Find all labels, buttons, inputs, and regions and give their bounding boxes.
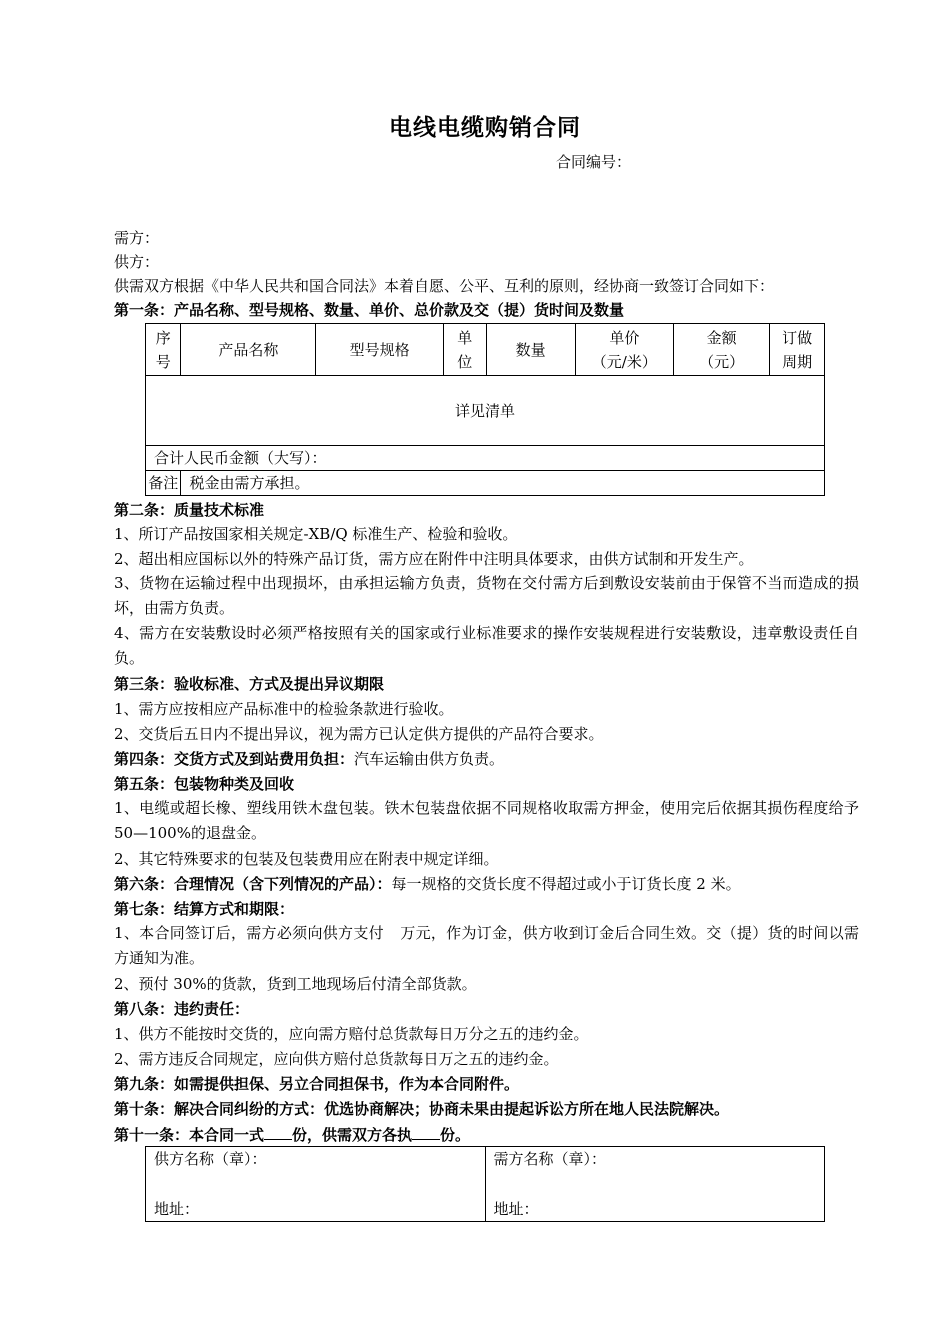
intro-text: 供需双方根据《中华人民共和国合同法》本着自愿、公平、互利的原则，经协商一致签订合同如下：: [114, 277, 775, 295]
detail-list-cell: 详见清单: [146, 376, 825, 446]
article-3-item-2: 2、交货后五日内不提出异议，视为需方已认定供方提供的产品符合要求。: [114, 725, 604, 743]
article-2-item-3: 3、货物在运输过程中出现损坏，由承担运输方负责，货物在交付需方后到敷设安装前由于保管不当而造成的损坏，由需方负责。: [114, 574, 859, 617]
seller-signature-cell: [146, 1147, 486, 1222]
copies-blank: [264, 1124, 292, 1140]
article-2-item-1: 1、所订产品按国家相关规定-XB/Q 标准生产、检验和验收。: [114, 525, 518, 543]
header-amount: 金额 （元）: [673, 324, 769, 376]
article-4: 第四条：交货方式及到站费用负担：汽车运输由供方负责。: [114, 750, 505, 768]
article-1-heading: 第一条：产品名称、型号规格、数量、单价、总价款及交（提）货时间及数量: [114, 301, 625, 319]
article-8-item-1: 1、供方不能按时交货的，应向需方赔付总货款每日万分之五的违约金。: [114, 1025, 589, 1043]
header-cycle: 订做 周期: [770, 324, 825, 376]
buyer-signature-cell: [485, 1147, 825, 1222]
article-3-item-1: 1、需方应按相应产品标准中的检验条款进行验收。: [114, 700, 454, 718]
article-7-item-1: 1、本合同签订后，需方必须向供方支付 万元，作为订金，供方收到订金后合同生效。交（提）货的时间以需方通知为准。: [114, 924, 859, 967]
product-table: [145, 323, 825, 496]
total-amount-row: 合计人民币金额（大写）：: [146, 446, 825, 471]
seller-name-label: 供方名称（章）：: [154, 1150, 267, 1168]
header-model-spec: 型号规格: [316, 324, 444, 376]
article-2-item-2: 2、超出相应国标以外的特殊产品订货，需方应在附件中注明具体要求，由供方试制和开发生产。: [114, 550, 754, 568]
article-2-heading: 第二条：质量技术标准: [114, 501, 265, 519]
article-9: 第九条：如需提供担保、另立合同担保书，作为本合同附件。: [114, 1075, 520, 1093]
article-2-item-4: 4、需方在安装敷设时必须严格按照有关的国家或行业标准要求的操作安装规程进行安装敷设，违章敷设责任自负。: [114, 624, 859, 667]
article-10: 第十条：解决合同纠纷的方式：优选协商解决；协商未果由提起诉讼方所在地人民法院解决。: [114, 1100, 730, 1118]
remark-label: 备注: [146, 471, 181, 496]
article-8-heading: 第八条：违约责任：: [114, 1000, 250, 1018]
seller-label: 供方：: [114, 253, 160, 271]
contract-number-label: 合同编号：: [556, 153, 632, 171]
buyer-address-label: 地址：: [493, 1200, 539, 1218]
article-7-heading: 第七条：结算方式和期限：: [114, 900, 295, 918]
article-8-item-2: 2、需方违反合同规定，应向供方赔付总货款每日万之五的违约金。: [114, 1050, 559, 1068]
document-title: 电线电缆购销合同: [389, 115, 581, 141]
article-5-item-2: 2、其它特殊要求的包装及包装费用应在附表中规定详细。: [114, 850, 499, 868]
article-3-heading: 第三条：验收标准、方式及提出异议期限: [114, 675, 385, 693]
buyer-name-label: 需方名称（章）：: [493, 1150, 607, 1168]
seller-address-label: 地址：: [154, 1200, 200, 1218]
copies-each-blank: [412, 1124, 440, 1140]
remark-value: 税金由需方承担。: [181, 471, 825, 496]
signature-table: [145, 1146, 825, 1222]
header-unit-price: 单价 （元/米）: [575, 324, 673, 376]
header-quantity: 数量: [486, 324, 575, 376]
article-5-heading: 第五条：包装物种类及回收: [114, 775, 295, 793]
article-5-item-1: 1、电缆或超长橡、塑线用铁木盘包装。铁木包装盘依据不同规格收取需方押金，使用完后依据其损伤程度给予 50—100%的退盘金。: [114, 799, 859, 842]
article-6: 第六条：合理情况（含下列情况的产品）：每一规格的交货长度不得超过或小于订货长度 2 米。: [114, 875, 741, 893]
buyer-label: 需方：: [114, 229, 160, 247]
header-seq: 序 号: [146, 324, 181, 376]
article-7-item-2: 2、预付 30%的货款，货到工地现场后付清全部货款。: [114, 975, 477, 993]
table-header-row: [146, 324, 825, 376]
header-unit: 单 位: [443, 324, 486, 376]
article-11: 第十一条：本合同一式 份，供需双方各执 份。: [114, 1126, 471, 1144]
header-product-name: 产品名称: [181, 324, 316, 376]
